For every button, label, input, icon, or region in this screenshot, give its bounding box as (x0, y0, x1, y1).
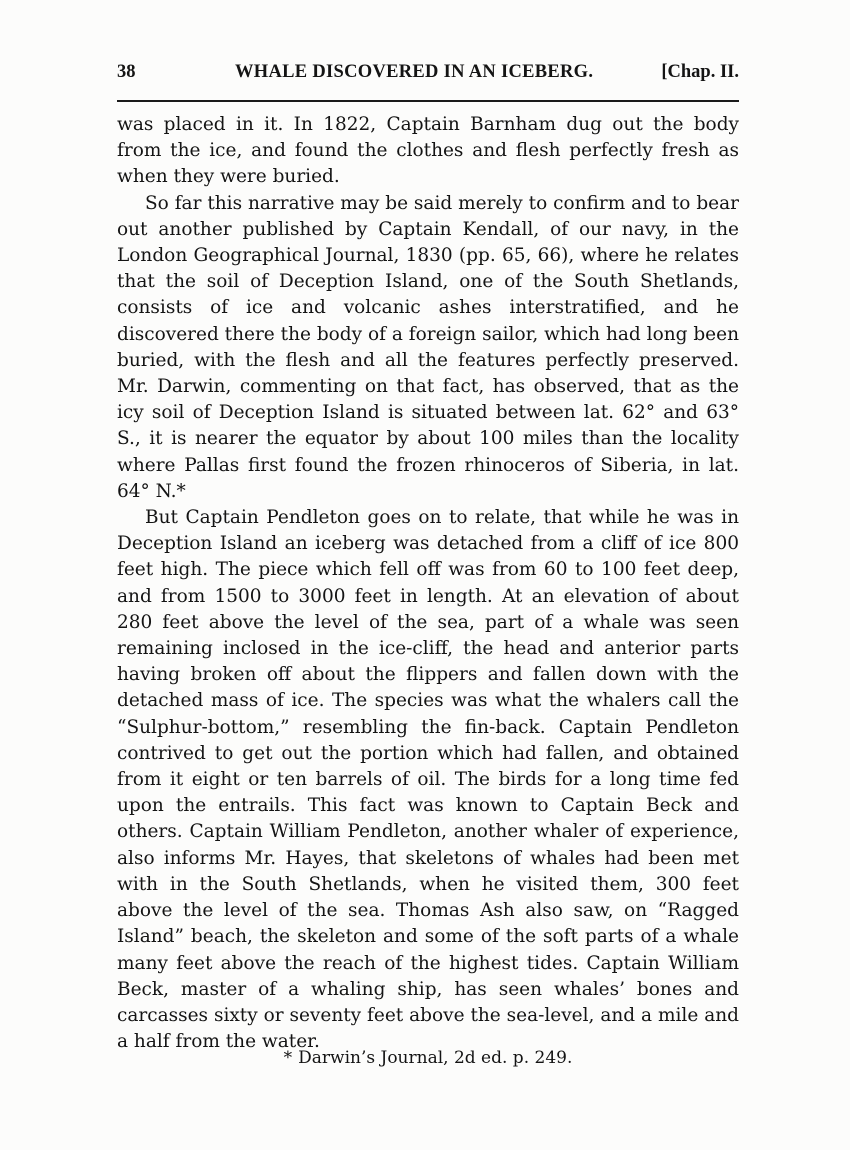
running-head (117, 62, 739, 94)
chapter-reference: [Chap. II. (661, 62, 739, 82)
header-rule (117, 100, 739, 102)
footnote (117, 1047, 739, 1069)
footnote-marker: * (283, 1048, 293, 1068)
running-title: WHALE DISCOVERED IN AN ICEBERG. (235, 62, 594, 82)
page-number: 38 (117, 62, 136, 82)
paragraph-pendleton-iceberg: But Captain Pendleton goes on to relate, that while he was in Deception Island an iceberg was detached from a cliff of ice 800 feet high. The piece which fell off was from 60 to 100 feet deep, and from 1500 to 3000 feet in length. At an elevation of about 280 feet above the level of the sea, part of a whale was seen remaining inclosed in the ice-cliff, the head and anterior parts having broken off about the flippers and fallen down with the detached mass of ice. The species was what the whalers call the “Sulphur-bottom,” resembling the fin-back. Captain Pendleton contrived to get out the portion which had fallen, and obtained from it eight or ten barrels of oil. The birds for a long time fed upon the entrails. This fact was known to Captain Beck and others. Captain William Pendleton, another whaler of experience, also informs Mr. Hayes, that skeletons of whales had been met with in the South Shetlands, when he visited them, 300 feet above the level of the sea. Thomas Ash also saw, on “Ragged Island” beach, the skeleton and some of the soft parts of a whale many feet above the reach of the highest tides. Captain William Beck, master of a whaling ship, has seen whales’ bones and carcasses sixty or seventy feet above the sea-level, and a mile and a half from the water. (117, 507, 739, 1053)
paragraph-continued: was placed in it. In 1822, Captain Barnham dug out the body from the ice, and found the clothes and flesh perfectly fresh as when they were buried. (117, 114, 739, 188)
footnote-text: Darwin’s Journal, 2d ed. p. 249. (298, 1048, 573, 1068)
body-text (117, 112, 739, 1055)
paragraph-kendall-narrative: So far this narrative may be said merely to confirm and to bear out another published by Captain Kendall, of our navy, in the London Geographical Journal, 1830 (pp. 65, 66), where he relates that the soil of Deception Island, one of the South Shetlands, consists of ice and volcanic ashes interstratified, and he discovered there the body of a foreign sailor, which had long been buried, with the flesh and all the features perfectly preserved. Mr. Darwin, commenting on that fact, has observed, that as the icy soil of Deception Island is situated between lat. 62° and 63° S., it is nearer the equator by about 100 miles than the locality where Pallas first found the frozen rhinoceros of Siberia, in lat. 64° N.* (117, 192, 739, 502)
